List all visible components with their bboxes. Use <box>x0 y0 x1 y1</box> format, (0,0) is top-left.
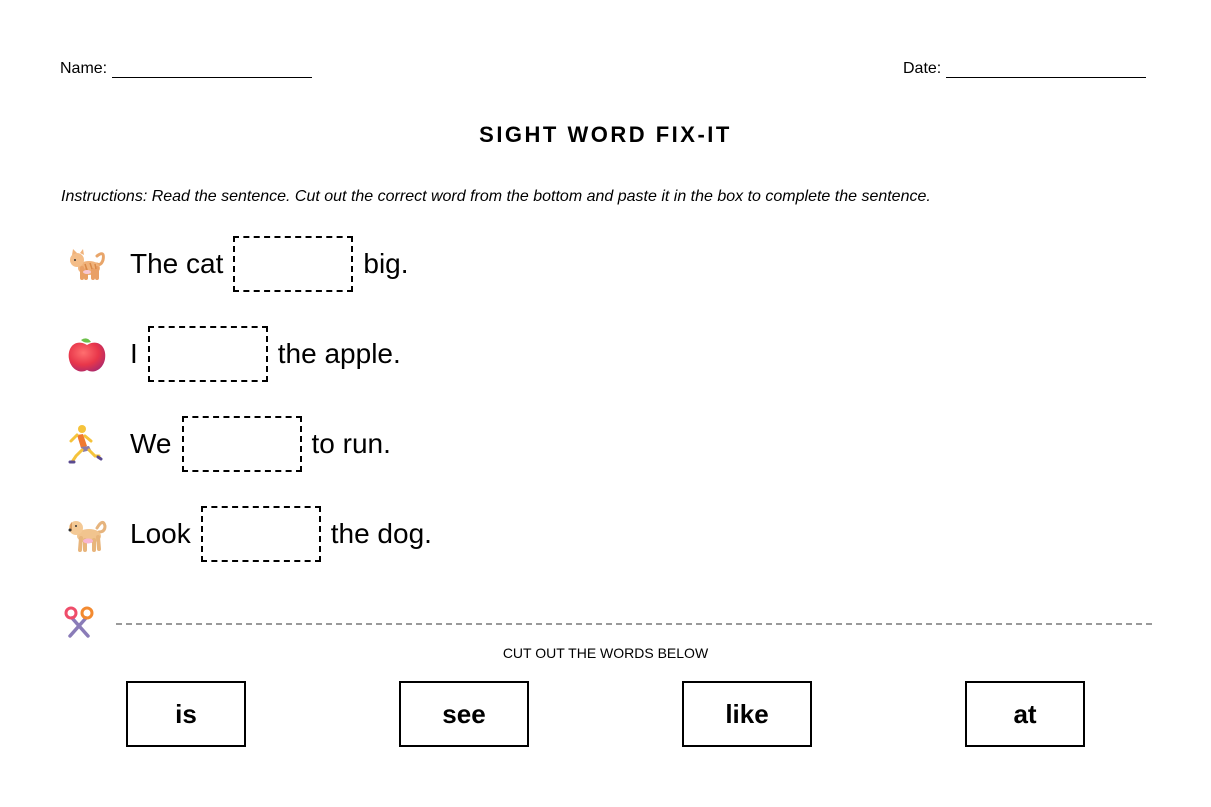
dog-icon <box>64 511 110 557</box>
sentence-row <box>64 416 391 472</box>
sentence-text-before: The cat <box>130 248 224 279</box>
word-card-at[interactable]: at <box>965 681 1085 747</box>
sentence-row <box>64 506 432 562</box>
word-card-like[interactable]: like <box>682 681 812 747</box>
sentence-text-after: big. <box>363 248 409 279</box>
apple-icon <box>64 331 110 377</box>
scissors-icon <box>62 606 96 643</box>
paste-box[interactable] <box>148 326 268 382</box>
date-field <box>903 60 1146 78</box>
cut-out-label: CUT OUT THE WORDS BELOW <box>502 645 709 661</box>
instructions: Instructions: Read the sentence. Cut out the correct word from the bottom and paste it in the box to complete the sentence. <box>61 188 931 205</box>
sentence-row <box>64 236 409 292</box>
name-blank-line[interactable] <box>112 63 312 78</box>
date-label: Date: <box>903 60 942 77</box>
paste-box[interactable] <box>233 236 353 292</box>
sentence-text-before: I <box>130 338 138 369</box>
sentence-text-after: the dog. <box>330 518 432 549</box>
sentence-text-after: the apple. <box>277 338 401 369</box>
cat-icon <box>64 241 110 287</box>
word-card-see[interactable]: see <box>399 681 529 747</box>
sentence-text-before: Look <box>130 518 191 549</box>
date-blank-line[interactable] <box>946 63 1146 78</box>
worksheet-title: SIGHT WORD FIX-IT <box>479 122 732 147</box>
name-field <box>60 60 312 78</box>
name-label: Name: <box>60 60 108 77</box>
sentence-row <box>64 326 401 382</box>
word-card-is[interactable]: is <box>126 681 246 747</box>
running-person-icon <box>64 421 110 467</box>
sentence-text-after: to run. <box>311 428 391 459</box>
paste-box[interactable] <box>182 416 302 472</box>
dashed-cut-line <box>116 623 1152 625</box>
cut-line <box>62 608 1152 640</box>
paste-box[interactable] <box>201 506 321 562</box>
sentence-text-before: We <box>130 428 172 459</box>
